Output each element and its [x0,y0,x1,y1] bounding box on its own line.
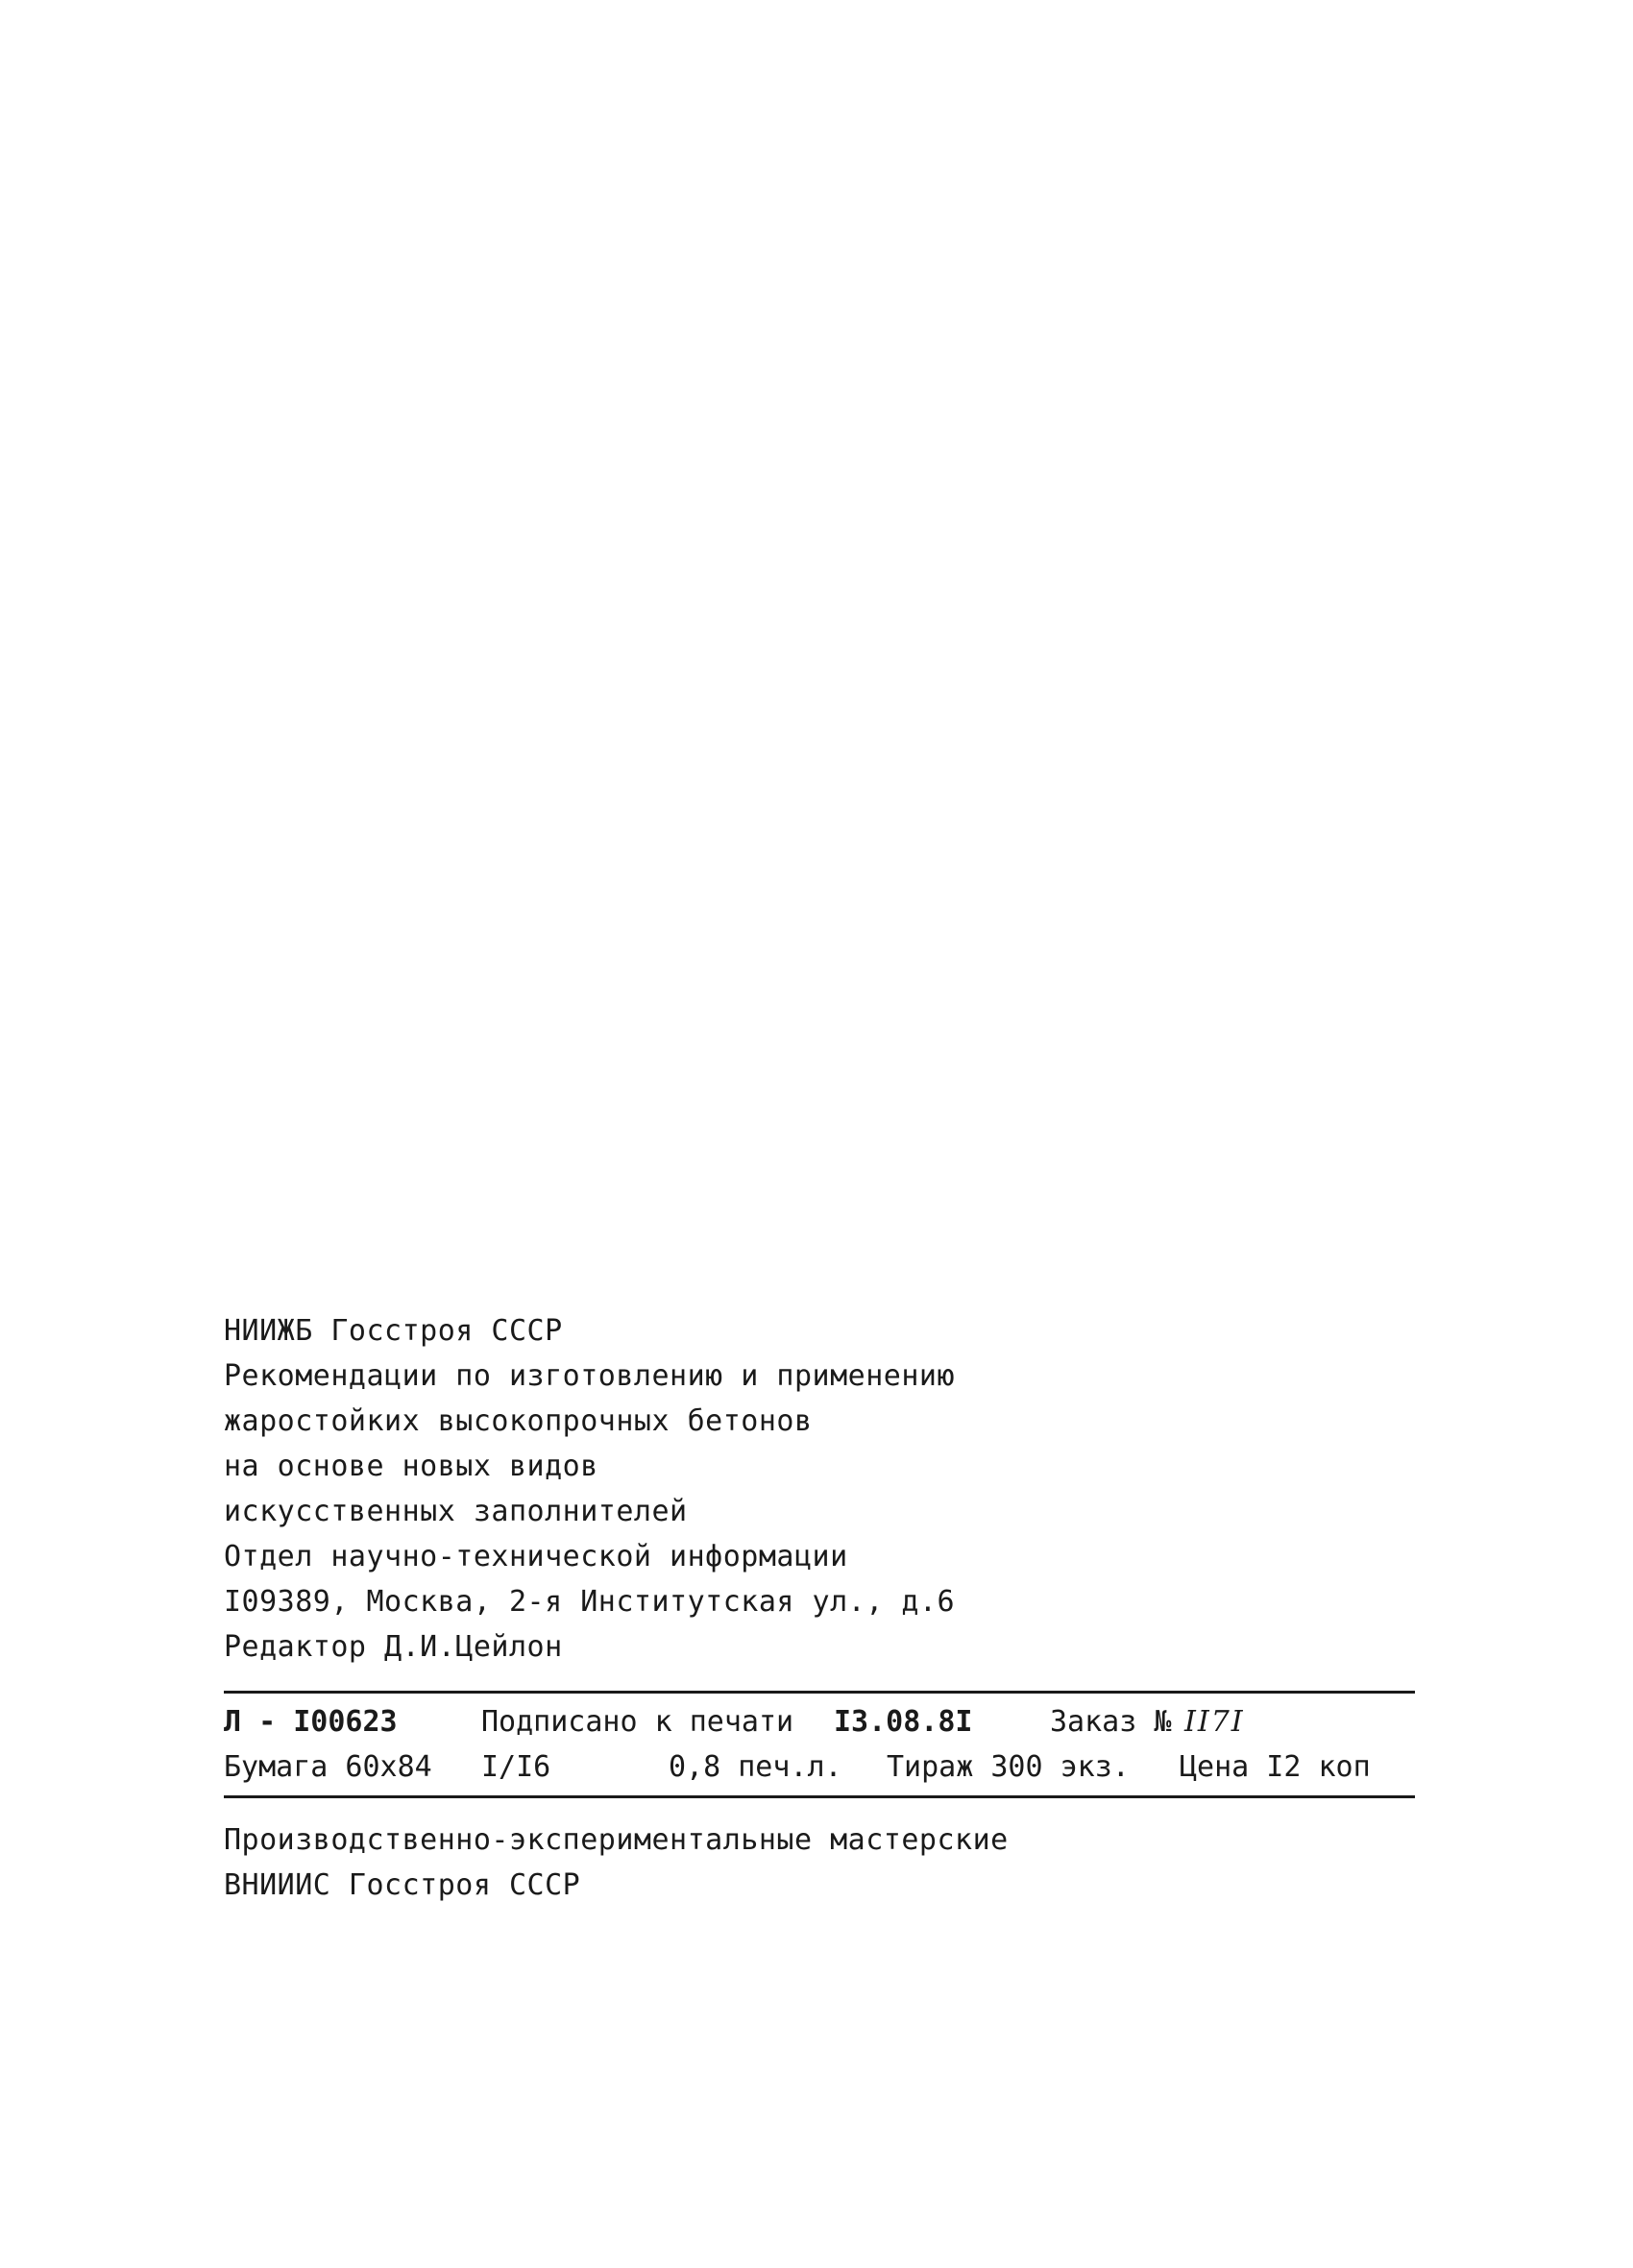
print-run: Тираж 300 экз. [887,1750,1130,1784]
title-line: Рекомендации по изготовлению и применению [224,1359,956,1393]
title-line: искусственных заполнителей [224,1495,688,1528]
signed-label: Подписано к печати [481,1705,794,1739]
order-label: Заказ № [1050,1705,1172,1739]
bottom-rule [224,1795,1415,1798]
publication-row-1 [224,1699,1415,1744]
printer-line: Производственно-экспериментальные мастерские [224,1823,1009,1857]
license-number: Л - I00623 [224,1705,398,1739]
printer-info [224,1817,1415,1908]
department: Отдел научно-технической информации [224,1540,848,1573]
title-line: жаростойких высокопрочных бетонов [224,1404,813,1438]
print-sheets: 0,8 печ.л. [669,1750,842,1784]
format: I/I6 [481,1750,551,1784]
institution: НИИЖБ Госстроя СССР [224,1314,563,1348]
paper-size: Бумага 60х84 [224,1750,432,1784]
imprint-block [224,1308,1415,1908]
signed-date: I3.08.8I [834,1705,973,1739]
publication-details [224,1694,1415,1795]
order-number: II7I [1184,1705,1245,1739]
printer-line: ВНИИИС Госстроя СССР [224,1868,581,1902]
publication-row-2 [224,1744,1415,1790]
address: I09389, Москва, 2-я Институтская ул., д.6 [224,1585,956,1619]
price: Цена I2 коп [1180,1750,1371,1784]
editor: Редактор Д.И.Цейлон [224,1630,563,1664]
title-line: на основе новых видов [224,1450,598,1483]
